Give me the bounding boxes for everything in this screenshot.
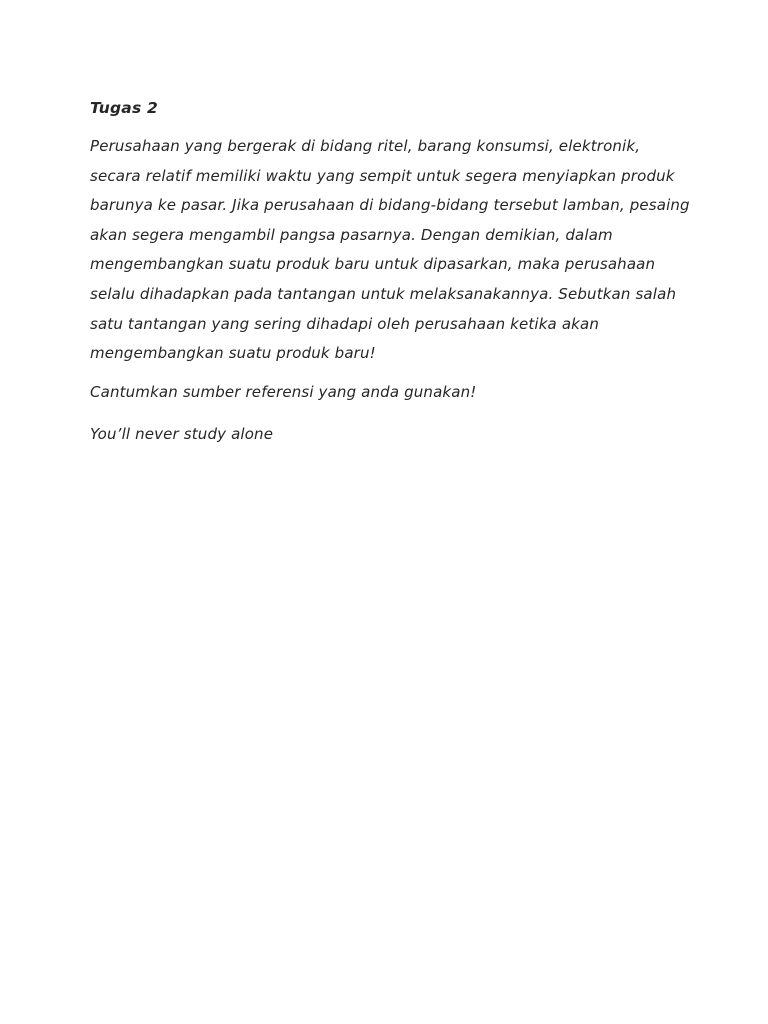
reference-instruction: Cantumkan sumber referensi yang anda gunakan!	[90, 382, 477, 401]
assignment-title: Tugas 2	[90, 99, 158, 117]
document-content	[90, 96, 690, 464]
tagline: You’ll never study alone	[90, 424, 274, 443]
assignment-question: Perusahaan yang bergerak di bidang ritel, barang konsumsi, elektronik, secara relatif memiliki waktu yang sempit untuk segera menyiapkan produk barunya ke pasar. Jika perusahaan di bidang-bidang tersebut lamban, pesaing akan segera mengambil pangsa pasarnya. Dengan demikian, dalam mengembangkan suatu produk baru untuk dipasarkan, maka perusahaan selalu dihadapkan pada tantangan untuk melaksanakannya. Sebutkan salah satu tantangan yang sering dihadapi oleh perusahaan ketika akan mengembangkan suatu produk baru!	[90, 137, 690, 363]
